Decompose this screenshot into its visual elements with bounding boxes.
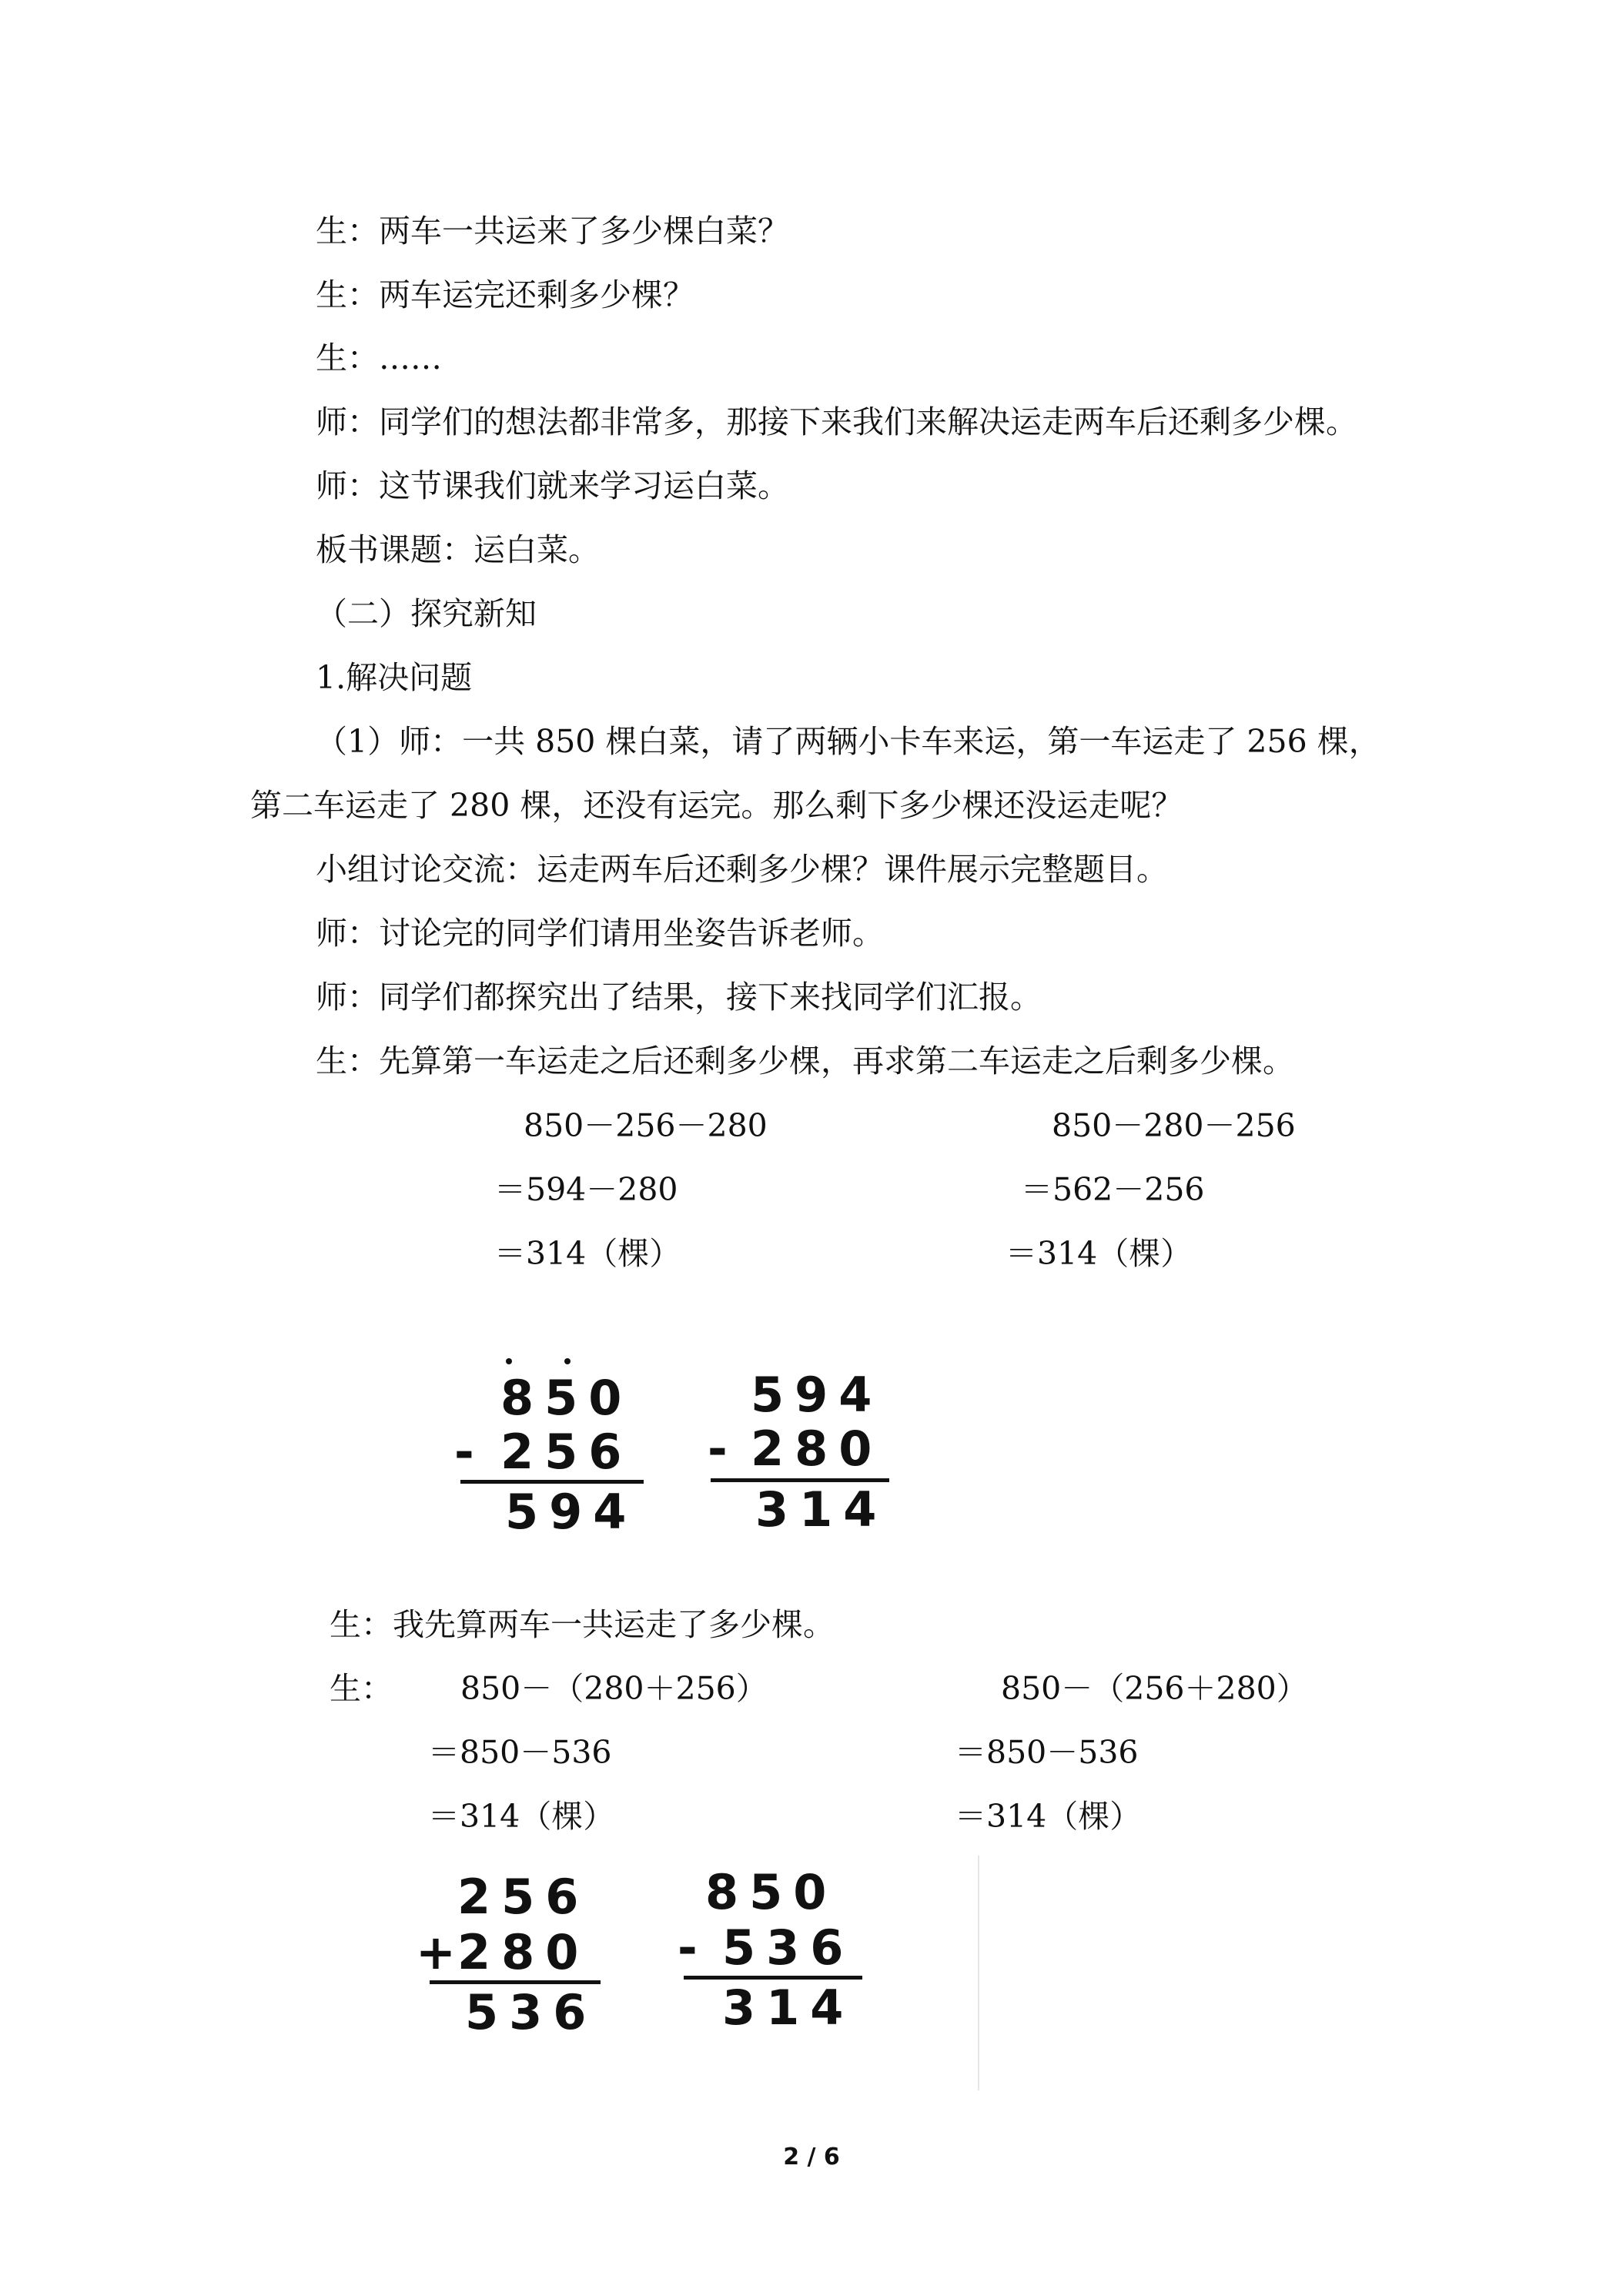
vertical-subtraction (704, 1340, 905, 1548)
difference: 314 (755, 1481, 888, 1538)
paragraph: 师：同学们的想法都非常多，那接下来我们来解决运走两车后还剩多少棵。 (316, 403, 1357, 440)
calc-line: 850－280－256 (1052, 1107, 1296, 1144)
subtrahend: 256 (500, 1424, 633, 1480)
calc-line: ＝850－536 (955, 1734, 1139, 1771)
calc-line: ＝594－280 (494, 1171, 678, 1208)
paragraph: 第二车运走了 280 棵，还没有运完。那么剩下多少棵还没运走呢？ (250, 787, 1183, 824)
paragraph: 师：同学们都探究出了结果，接下来找同学们汇报。 (316, 979, 1042, 1016)
borrow-dot (506, 1358, 512, 1364)
paragraph: 生：两车运完还剩多少棵？ (316, 276, 694, 313)
minuend: 594 (751, 1367, 883, 1423)
calc-line: ＝850－536 (428, 1734, 612, 1771)
subsection-heading: 1.解决问题 (316, 659, 473, 696)
subtrahend: 536 (722, 1919, 855, 1976)
addend: 256 (457, 1869, 590, 1925)
paragraph: 生：两车一共运来了多少棵白菜？ (316, 213, 789, 249)
vertical-subtraction (678, 1856, 878, 2063)
paragraph: 师：这节课我们就来学习运白菜。 (316, 467, 789, 504)
minuend: 850 (705, 1864, 838, 1920)
paragraph: （1）师：一共 850 棵白菜，请了两辆小卡车来运，第一车运走了 256 棵， (316, 723, 1380, 760)
paragraph: 师：讨论完的同学们请用坐姿告诉老师。 (316, 915, 884, 952)
borrow-dot (564, 1358, 571, 1364)
paragraph: 生：我先算两车一共运走了多少棵。 (330, 1606, 835, 1643)
calc-line: 850－（256＋280） (1001, 1670, 1308, 1707)
paragraph: 板书课题：运白菜。 (316, 531, 600, 568)
calc-line: ＝314（棵） (955, 1798, 1142, 1835)
calc-line: ＝314（棵） (494, 1235, 681, 1272)
calc-line: 850－（280＋256） (460, 1670, 768, 1707)
subtrahend: 280 (751, 1421, 883, 1477)
operator: - (678, 1919, 708, 1976)
section-heading: （二）探究新知 (316, 595, 537, 632)
operator: + (416, 1924, 467, 1980)
difference: 594 (505, 1484, 637, 1540)
speaker-label: 生： (330, 1670, 393, 1707)
image-edge-divider (978, 1856, 979, 2090)
addend: 280 (457, 1924, 590, 1980)
paragraph: 小组讨论交流：运走两车后还剩多少棵？课件展示完整题目。 (316, 851, 1168, 888)
calc-line: ＝314（棵） (1006, 1235, 1193, 1272)
calc-line: ＝314（棵） (428, 1798, 615, 1835)
calc-line: ＝562－256 (1021, 1171, 1205, 1208)
vertical-addition (414, 1856, 614, 2063)
sum: 536 (465, 1984, 597, 2040)
minuend: 850 (500, 1370, 633, 1426)
operator: - (708, 1421, 738, 1477)
paragraph: 生：…… (316, 340, 442, 377)
page-number: 2 / 6 (783, 2144, 840, 2170)
calc-line: 850－256－280 (524, 1107, 768, 1144)
operator: - (454, 1424, 485, 1480)
vertical-subtraction (454, 1340, 654, 1548)
paragraph: 生：先算第一车运走之后还剩多少棵，再求第二车运走之后剩多少棵。 (316, 1043, 1294, 1079)
difference: 314 (722, 1980, 855, 2036)
